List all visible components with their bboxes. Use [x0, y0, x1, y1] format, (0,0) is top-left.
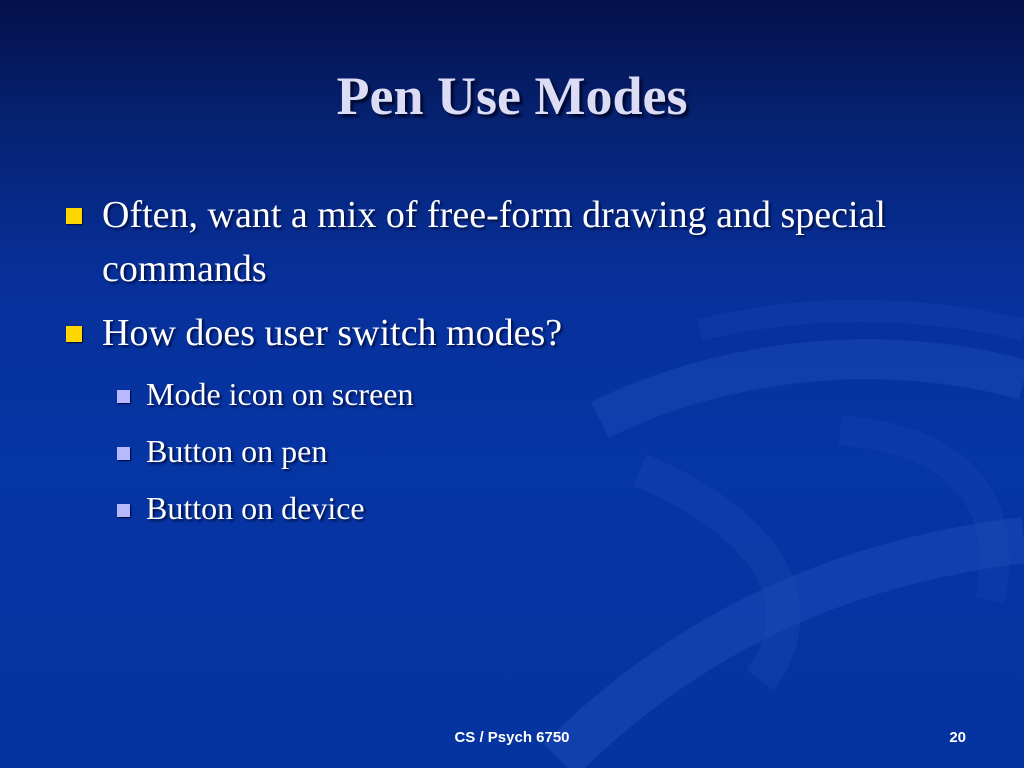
slide-title: Pen Use Modes [336, 66, 688, 126]
footer-course: CS / Psych 6750 [454, 729, 570, 746]
square-bullet-icon [66, 326, 82, 342]
square-sub-bullet-icon [117, 504, 130, 517]
bullet-item [102, 188, 902, 296]
sub-bullet-text: Mode icon on screen [146, 376, 414, 412]
footer-page-number: 20 [949, 729, 966, 746]
square-sub-bullet-icon [117, 447, 130, 460]
sub-bullet-item [146, 374, 746, 414]
bullet-text: How does user switch modes? [102, 312, 563, 354]
bullet-item [102, 306, 902, 360]
sub-bullet-item [146, 431, 746, 471]
sub-bullet-item [146, 488, 746, 528]
square-sub-bullet-icon [117, 390, 130, 403]
bullet-text: Often, want a mix of free-form drawing and special commands [102, 194, 886, 290]
square-bullet-icon [66, 208, 82, 224]
sub-bullet-text: Button on pen [146, 433, 328, 469]
sub-bullet-text: Button on device [146, 490, 365, 526]
